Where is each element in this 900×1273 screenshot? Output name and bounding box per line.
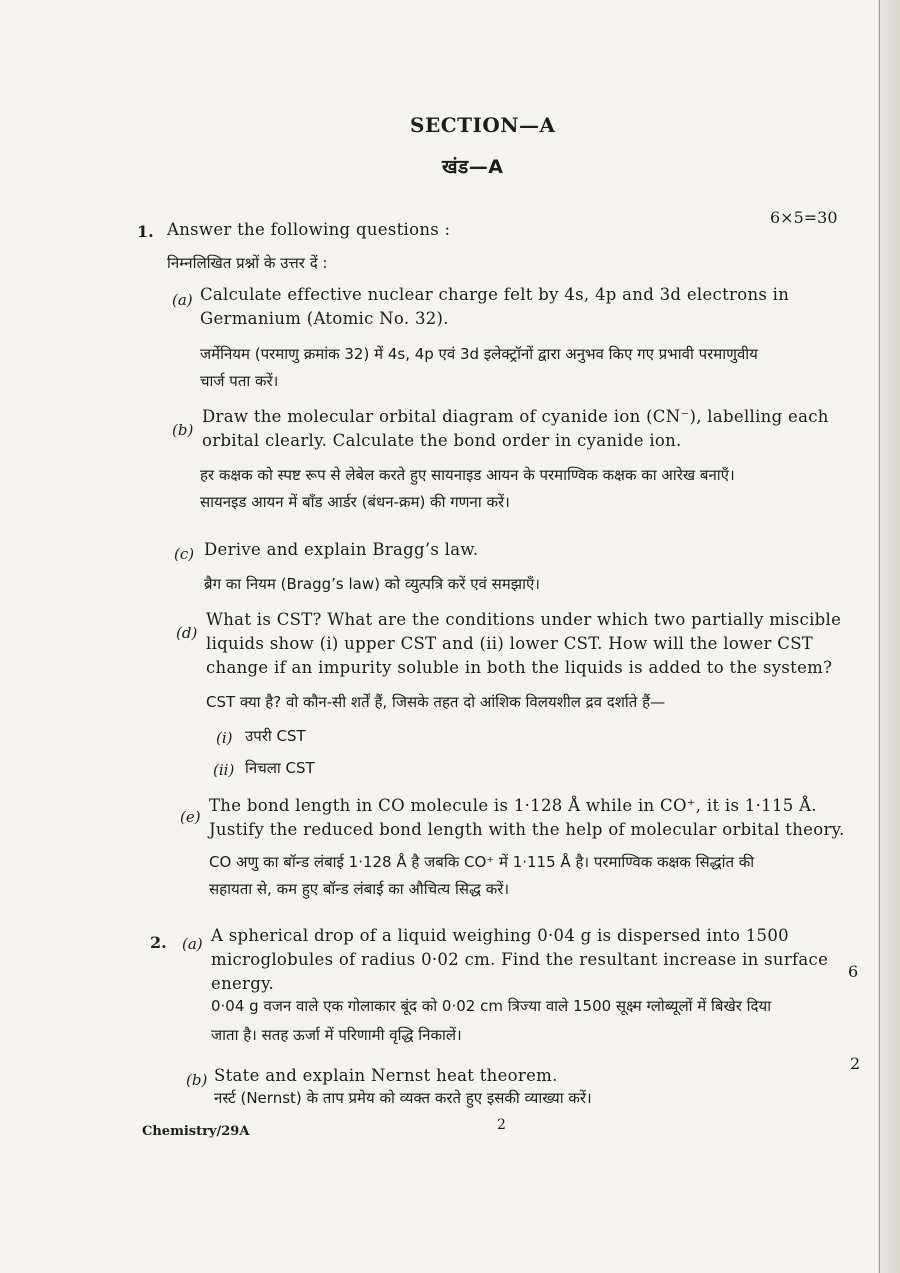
q1c-en-line1: Derive and explain Bragg’s law. [204,540,479,559]
q2b-label: (b) [186,1071,208,1089]
q2a-hi-line1: 0·04 g वजन वाले एक गोलाकार बूंद को 0·02 cm त्रिज्या वाले 1500 सूक्ष्म ग्लोब्यूलों में बिखेर दिया [211,997,772,1015]
q1a-en-line2: Germanium (Atomic No. 32). [200,309,449,328]
q1a-hi-line1: जर्मेनियम (परमाणु क्रमांक 32) में 4s, 4p एवं 3d इलेक्ट्रॉनों द्वारा अनुभव किए गए प्रभावी परमाणुवीय [200,345,758,363]
q1e-en-line2: Justify the reduced bond length with the help of molecular orbital theory. [209,820,845,839]
q1a-label: (a) [172,291,193,309]
q2b-en-line1: State and explain Nernst heat theorem. [214,1066,558,1085]
paper-code: Chemistry/29A [142,1124,250,1139]
page-edge-line [879,0,880,1273]
q1b-hi-line1: हर कक्षक को स्पष्ट रूप से लेबेल करते हुए सायनाइड आयन के परमाण्विक कक्षक का आरेख बनाएँ। [200,466,735,484]
q1b-hi-line2: सायनइड आयन में बॉंड आर्डर (बंधन-क्रम) की गणना करें। [200,493,510,511]
q2a-label: (a) [182,935,203,953]
q1d-label: (d) [176,624,198,642]
q1b-en-line1: Draw the molecular orbital diagram of cyanide ion (CN⁻), labelling each [202,407,829,426]
q1d-sub-ii-label: (ii) [213,761,235,779]
q1d-sub-ii-text: निचला CST [245,759,315,777]
q1d-sub-i-text: उपरी CST [245,727,306,745]
q1c-hi-line1: ब्रैग का नियम (Bragg’s law) को व्युत्पत्रि करें एवं समझाएँ। [204,575,540,593]
q1a-hi-line2: चार्ज पता करें। [200,372,279,390]
q1b-en-line2: orbital clearly. Calculate the bond order in cyanide ion. [202,431,682,450]
q2a-marks: 6 [848,962,859,981]
q1d-hi-line1: CST क्या है? वो कौन-सी शर्तें हैं, जिसके तहत दो आंशिक विलयशील द्रव दर्शाते हैं— [206,693,666,711]
page-edge-shadow [878,0,900,1273]
question-2-number: 2. [150,933,167,952]
q2a-hi-line2: जाता है। सतह ऊर्जा में परिणामी वृद्धि निकालें। [211,1026,462,1044]
q1d-en-line3: change if an impurity soluble in both the liquids is added to the system? [206,658,833,677]
q1e-label: (e) [180,808,201,826]
q2a-en-line3: energy. [211,974,275,993]
question-1-number: 1. [137,222,154,241]
question-1-intro-hi: निम्नलिखित प्रश्नों के उत्तर दें : [167,254,328,272]
q1b-label: (b) [172,421,194,439]
section-title-hi: खंड—A [442,156,504,178]
page-number: 2 [497,1117,506,1133]
section-title-en: SECTION—A [410,113,556,137]
q2b-hi-line1: नर्स्ट (Nernst) के ताप प्रमेय को व्यक्त करते हुए इसकी व्याख्या करें। [214,1089,592,1107]
q1a-en-line1: Calculate effective nuclear charge felt by 4s, 4p and 3d electrons in [200,285,790,304]
q1d-en-line1: What is CST? What are the conditions under which two partially miscible [206,610,842,629]
q1e-hi-line2: सहायता से, कम हुए बॉन्ड लंबाई का औचित्य सिद्ध करें। [209,880,510,898]
q2b-marks: 2 [850,1054,861,1073]
q1e-en-line1: The bond length in CO molecule is 1·128 Å while in CO⁺, it is 1·115 Å. [209,796,817,815]
question-1-marks: 6×5=30 [770,208,838,227]
q2a-en-line1: A spherical drop of a liquid weighing 0·04 g is dispersed into 1500 [211,926,789,945]
q1d-sub-i-label: (i) [216,729,233,747]
q1d-en-line2: liquids show (i) upper CST and (ii) lower CST. How will the lower CST [206,634,814,653]
q1e-hi-line1: CO अणु का बॉन्ड लंबाई 1·128 Å है जबकि CO⁺ में 1·115 Å है। परमाण्विक कक्षक सिद्धांत की [209,853,755,871]
question-1-intro-en: Answer the following questions : [167,220,451,239]
q1c-label: (c) [174,545,195,563]
q2a-en-line2: microglobules of radius 0·02 cm. Find the resultant increase in surface [211,950,829,969]
